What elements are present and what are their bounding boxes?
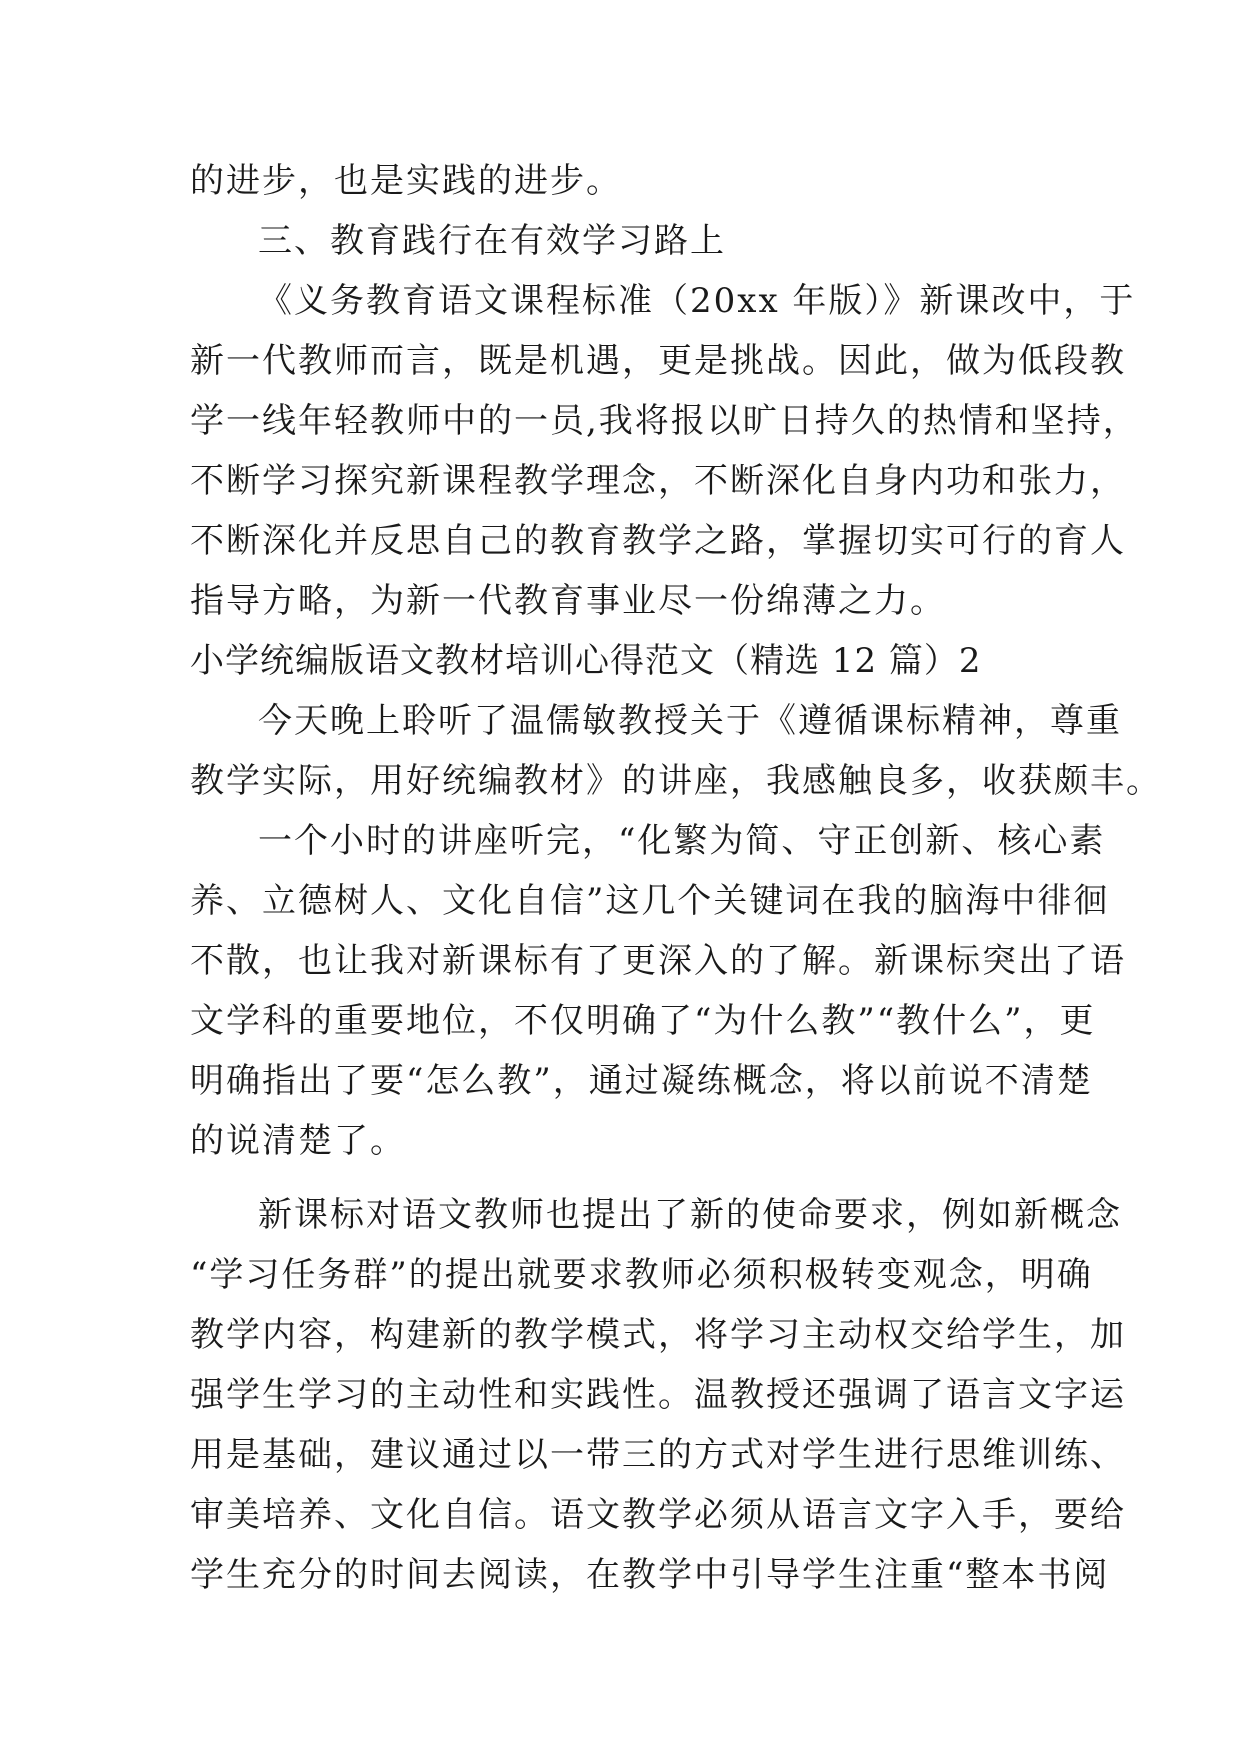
- body-line: 养、立德树人、文化自信”这几个关键词在我的脑海中徘徊: [190, 881, 1110, 921]
- body-line: 审美培养、文化自信。语文教学必须从语言文字入手，要给: [190, 1495, 1126, 1535]
- body-line: “学习任务群”的提出就要求教师必须积极转变观念，明确: [190, 1255, 1093, 1295]
- body-line: 不散，也让我对新课标有了更深入的了解。新课标突出了语: [190, 941, 1126, 981]
- article-title: 小学统编版语文教材培训心得范文（精选 12 篇）2: [190, 641, 982, 681]
- body-line: 不断深化并反思自己的教育教学之路，掌握切实可行的育人: [190, 521, 1126, 561]
- body-line: 指导方略，为新一代教育事业尽一份绵薄之力。: [190, 581, 946, 621]
- body-line: 学生充分的时间去阅读，在教学中引导学生注重“整本书阅: [190, 1555, 1110, 1595]
- body-line: 教学实际，用好统编教材》的讲座，我感触良多，收获颇丰。: [190, 761, 1162, 801]
- body-line: 不断学习探究新课程教学理念，不断深化自身内功和张力，: [190, 461, 1126, 501]
- body-line: 明确指出了要“怎么教”，通过凝练概念，将以前说不清楚: [190, 1061, 1093, 1101]
- body-line: 的说清楚了。: [190, 1121, 406, 1161]
- body-line: 的进步，也是实践的进步。: [190, 161, 622, 201]
- body-line: 文学科的重要地位，不仅明确了“为什么教”“教什么”，更: [190, 1001, 1096, 1041]
- section-heading: 三、教育践行在有效学习路上: [258, 221, 726, 261]
- body-line: 教学内容，构建新的教学模式，将学习主动权交给学生，加: [190, 1315, 1126, 1355]
- body-line: 今天晚上聆听了温儒敏教授关于《遵循课标精神，尊重: [258, 701, 1122, 741]
- body-line: 《义务教育语文课程标准（20xx 年版）》新课改中，于: [258, 281, 1136, 321]
- body-line: 用是基础，建议通过以一带三的方式对学生进行思维训练、: [190, 1435, 1126, 1475]
- body-line: 强学生学习的主动性和实践性。温教授还强调了语言文字运: [190, 1375, 1126, 1415]
- body-line: 学一线年轻教师中的一员,我将报以旷日持久的热情和坚持，: [190, 401, 1139, 441]
- body-line: 新一代教师而言，既是机遇，更是挑战。因此，做为低段教: [190, 341, 1126, 381]
- body-line: 一个小时的讲座听完，“化繁为简、守正创新、核心素: [258, 821, 1106, 861]
- body-line: 新课标对语文教师也提出了新的使命要求，例如新概念: [258, 1195, 1122, 1235]
